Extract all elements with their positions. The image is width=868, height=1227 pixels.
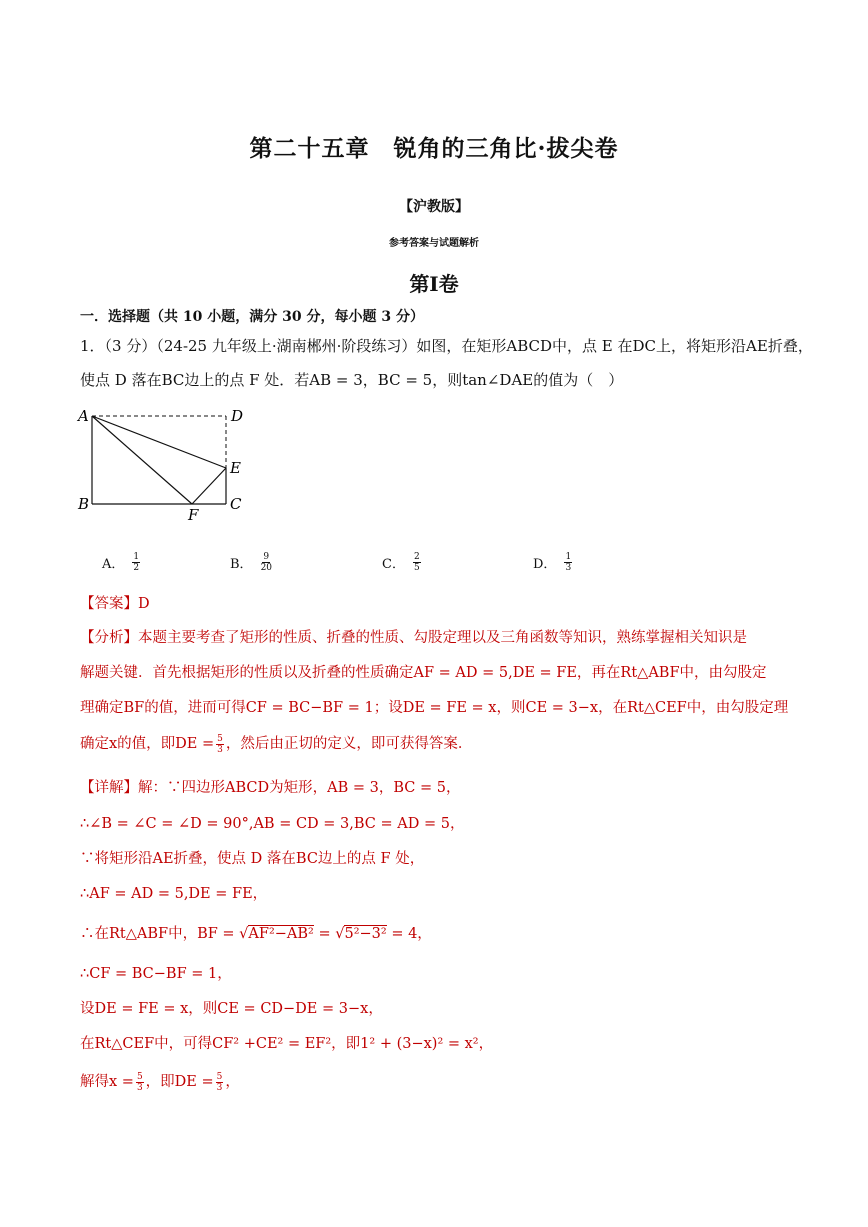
answer-line: 【答案】D bbox=[80, 596, 150, 612]
analysis-line3: 理确定BF的值，进而可得CF = BC−BF = 1；设DE = FE = x，则CE = 3−x，在Rt△CEF中，由勾股定理 bbox=[80, 700, 789, 716]
analysis-line2: 解题关键．首先根据矩形的性质以及折叠的性质确定AF = AD = 5,DE = FE，再在Rt△ABF中，由勾股定 bbox=[80, 665, 767, 681]
radicand-2: 5²−3² bbox=[344, 926, 387, 942]
option-d-letter: D． bbox=[533, 557, 557, 572]
page-title: 第二十五章 锐角的三角比·拔尖卷 bbox=[249, 135, 619, 162]
analysis-line1: 【分析】本题主要考查了矩形的性质、折叠的性质、勾股定理以及三角函数等知识，熟练掌握相关知识是 bbox=[80, 630, 747, 646]
section-heading: 一．选择题（共 10 小题，满分 30 分，每小题 3 分） bbox=[80, 309, 424, 325]
label-d: D bbox=[231, 407, 244, 425]
sqrt-symbol-1: √ bbox=[239, 926, 249, 942]
question-text-line1: 1．（3 分）（24-25 九年级上·湖南郴州·阶段练习）如图，在矩形ABCD中，点 E 在DC上，将矩形沿AE折叠， bbox=[80, 337, 813, 355]
segment-af bbox=[92, 416, 192, 504]
label-a: A bbox=[78, 407, 89, 425]
option-a-letter: A． bbox=[102, 557, 125, 572]
option-c-fraction: $\frac{2}{5}$ bbox=[413, 552, 420, 573]
question-text-line2: 使点 D 落在BC边上的点 F 处．若AB = 3，BC = 5，则tan∠DAE的值为（ ） bbox=[80, 371, 624, 389]
detail-line8: 在Rt△CEF中，可得CF² +CE² = EF²，即1² + (3−x)² = x²， bbox=[80, 1036, 494, 1052]
label-f: F bbox=[188, 506, 199, 524]
fraction-de-value: $\frac{5}{3}$ bbox=[216, 1071, 223, 1093]
detail-line4: ∴AF = AD = 5,DE = FE， bbox=[80, 886, 268, 902]
detail-line5: ∴在Rt△ABF中，BF = √AF²−AB² = √5²−3² = 4， bbox=[80, 926, 432, 942]
option-d-fraction: $\frac{1}{3}$ bbox=[565, 552, 572, 573]
option-a[interactable] bbox=[102, 552, 140, 573]
detail-line6: ∴CF = BC−BF = 1， bbox=[80, 966, 232, 982]
analysis-line4: 确定x的值，即DE = $\frac{5}{3}$ ，然后由正切的定义，即可获得答案． bbox=[80, 733, 473, 755]
detail-line1: 【详解】解：∵四边形ABCD为矩形，AB = 3，BC = 5， bbox=[80, 780, 461, 796]
detail-line9: 解得x = $\frac{5}{3}$ ，即DE = $\frac{5}{3}$ ， bbox=[80, 1071, 240, 1093]
option-c[interactable] bbox=[382, 552, 421, 573]
label-b: B bbox=[78, 495, 90, 513]
label-c: C bbox=[230, 495, 242, 513]
rectangle-figure bbox=[74, 404, 254, 524]
option-b-fraction: $\frac{9}{20}$ bbox=[260, 552, 273, 573]
segment-fe bbox=[192, 468, 226, 504]
segment-ae bbox=[92, 416, 226, 468]
detail-line7: 设DE = FE = x，则CE = CD−DE = 3−x， bbox=[80, 1001, 383, 1017]
sqrt-symbol-2: √ bbox=[335, 926, 345, 942]
subtitle: 参考答案与试题解析 bbox=[389, 238, 479, 249]
radicand-1: AF²−AB² bbox=[248, 926, 314, 942]
option-c-letter: C． bbox=[382, 557, 405, 572]
option-d[interactable] bbox=[533, 552, 572, 573]
fraction-x-value: $\frac{5}{3}$ bbox=[136, 1071, 143, 1093]
option-b-letter: B． bbox=[230, 557, 253, 572]
edition-label: 【沪教版】 bbox=[399, 199, 469, 215]
volume-heading: 第Ⅰ卷 bbox=[409, 272, 459, 296]
label-e: E bbox=[230, 459, 241, 477]
fraction-five-thirds: $\frac{5}{3}$ bbox=[217, 733, 223, 755]
detail-line2: ∴∠B = ∠C = ∠D = 90°,AB = CD = 3,BC = AD = 5， bbox=[80, 816, 465, 832]
detail-line3: ∵将矩形沿AE折叠，使点 D 落在BC边上的点 F 处， bbox=[80, 851, 425, 867]
option-b[interactable] bbox=[230, 552, 272, 573]
option-a-fraction: $\frac{1}{2}$ bbox=[133, 552, 140, 573]
